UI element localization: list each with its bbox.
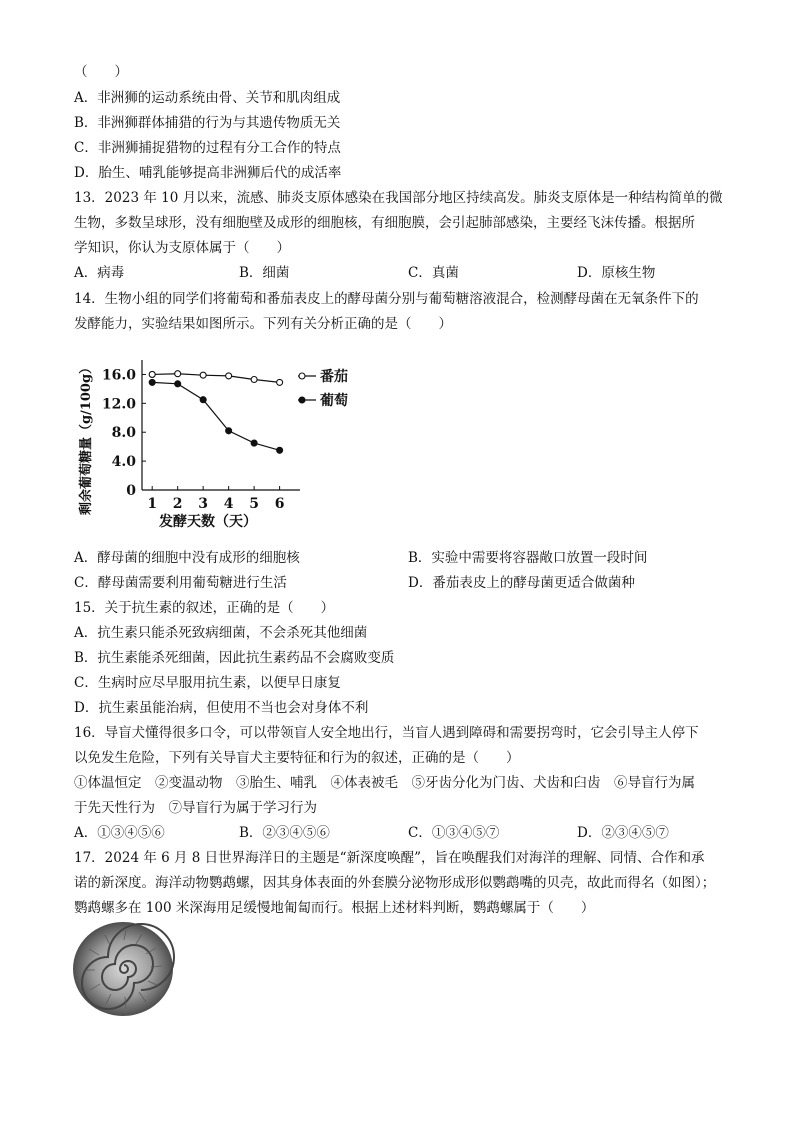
data-point bbox=[149, 371, 155, 377]
q13-stem-line-3: 学知识，你认为支原体属于（ ） bbox=[74, 240, 290, 256]
q14-option-c: C．酵母菌需要利用葡萄糖进行生活 bbox=[74, 575, 287, 591]
data-point bbox=[226, 373, 232, 379]
q12-stem-tail: （ ） bbox=[74, 64, 128, 80]
q14-stem-line-2: 发酵能力，实验结果如图所示。下列有关分析正确的是（ ） bbox=[74, 316, 452, 332]
q16-stem-line-1: 16．导盲犬懂得很多口令，可以带领盲人安全地出行，当盲人遇到障碍和需要拐弯时，它会引导主人停下 bbox=[74, 725, 699, 741]
q16-option-b: B．②③④⑤⑥ bbox=[239, 825, 330, 841]
legend-label: 番茄 bbox=[320, 369, 348, 385]
q12-option-c: C．非洲狮捕捉猎物的过程有分工合作的特点 bbox=[74, 140, 341, 156]
x-tick-label: 5 bbox=[249, 496, 260, 512]
y-tick-label: 8.0 bbox=[111, 425, 136, 442]
q16-option-d: D．②③④⑤⑦ bbox=[577, 825, 669, 841]
data-point bbox=[149, 379, 155, 385]
q14-stem-line-1: 14．生物小组的同学们将葡萄和番茄表皮上的酵母菌分别与葡萄糖溶液混合，检测酵母菌在无氧条件下的 bbox=[74, 291, 699, 307]
x-tick-label: 1 bbox=[147, 496, 158, 512]
q12-option-d: D．胎生、哺乳能够提高非洲狮后代的成活率 bbox=[74, 165, 342, 181]
q13-option-a: A．病毒 bbox=[74, 265, 125, 281]
chart-x-axis-label: 发酵天数（天） bbox=[159, 514, 257, 530]
x-tick-label: 4 bbox=[223, 496, 234, 512]
q16-stem-line-2: 以免发生危险，下列有关导盲犬主要特征和行为的叙述，正确的是（ ） bbox=[74, 750, 520, 766]
q17-stem-line-3: 鹦鹉螺多在 100 米深海用足缓慢地匍匐而行。根据上述材料判断，鹦鹉螺属于（ ） bbox=[74, 900, 595, 916]
q15-option-b: B．抗生素能杀死细菌，因此抗生素药品不会腐败变质 bbox=[74, 650, 395, 666]
q15-stem: 15．关于抗生素的叙述，正确的是（ ） bbox=[74, 600, 335, 616]
data-point bbox=[175, 381, 181, 387]
q13-option-d: D．原核生物 bbox=[577, 265, 656, 281]
q12-option-b: B．非洲狮群体捕猎的行为与其遗传物质无关 bbox=[74, 115, 341, 131]
data-point bbox=[277, 447, 283, 453]
data-point bbox=[175, 371, 181, 377]
q14-option-d: D．番茄表皮上的酵母菌更适合做菌种 bbox=[408, 575, 635, 591]
y-tick-label: 12.0 bbox=[101, 396, 136, 413]
q15-option-d: D．抗生素虽能治病，但使用不当也会对身体不利 bbox=[74, 700, 369, 716]
chart-axes bbox=[142, 360, 300, 490]
data-point bbox=[277, 379, 283, 385]
fermentation-line-chart bbox=[70, 350, 370, 540]
y-tick-label: 0 bbox=[126, 483, 136, 499]
q16-stem-line-4: 于先天性行为 ⑦导盲行为属于学习行为 bbox=[74, 800, 317, 816]
q15-option-c: C．生病时应尽早服用抗生素，以便早日康复 bbox=[74, 675, 341, 691]
x-tick-label: 2 bbox=[172, 496, 183, 512]
y-tick-label: 16.0 bbox=[101, 367, 136, 384]
q17-stem-line-2: 诺的新深度。海洋动物鹦鹉螺，因其身体表面的外套膜分泌物形成形似鹦鹉嘴的贝壳，故此而得名（如图）； bbox=[74, 875, 716, 891]
chart-y-axis-label: 剩余葡萄糖量（g/100g） bbox=[79, 360, 94, 516]
x-tick-label: 6 bbox=[274, 496, 285, 512]
q13-option-c: C．真菌 bbox=[408, 265, 459, 281]
legend-label: 葡萄 bbox=[320, 393, 348, 409]
q12-option-a: A．非洲狮的运动系统由骨、关节和肌肉组成 bbox=[74, 90, 341, 106]
q17-stem-line-1: 17．2024 年 6 月 8 日世界海洋日的主题是“新深度唤醒”，旨在唤醒我们对海洋的理解、同情、合作和承 bbox=[74, 850, 705, 866]
legend-marker bbox=[299, 397, 305, 403]
q13-stem-line-2: 生物，多数呈球形，没有细胞壁及成形的细胞核，有细胞膜，会引起肺部感染，主要经飞沫传播。根据所 bbox=[74, 215, 695, 231]
q16-option-c: C．①③④⑤⑦ bbox=[408, 825, 500, 841]
series-line-2 bbox=[152, 382, 279, 450]
series-line-1 bbox=[152, 374, 279, 383]
q16-stem-line-3: ①体温恒定 ②变温动物 ③胎生、哺乳 ④体表被毛 ⑤牙齿分化为门齿、犬齿和臼齿 ⑥导盲行为属 bbox=[74, 775, 695, 791]
x-tick-label: 3 bbox=[198, 496, 209, 512]
q15-option-a: A．抗生素只能杀死致病细菌，不会杀死其他细菌 bbox=[74, 625, 368, 641]
q13-stem-line-1: 13．2023 年 10 月以来，流感、肺炎支原体感染在我国部分地区持续高发。肺炎支原体是一种结构简单的微 bbox=[74, 190, 723, 206]
legend-marker bbox=[299, 373, 305, 379]
q14-option-b: B．实验中需要将容器敞口放置一段时间 bbox=[408, 550, 648, 566]
q16-option-a: A．①③④⑤⑥ bbox=[74, 825, 165, 841]
data-point bbox=[200, 397, 206, 403]
nautilus-shell-photo bbox=[72, 920, 176, 1018]
q14-option-a: A．酵母菌的细胞中没有成形的细胞核 bbox=[74, 550, 300, 566]
y-tick-label: 4.0 bbox=[111, 454, 136, 471]
q13-option-b: B．细菌 bbox=[239, 265, 290, 281]
data-point bbox=[226, 428, 232, 434]
data-point bbox=[200, 372, 206, 378]
data-point bbox=[251, 377, 257, 383]
data-point bbox=[251, 440, 257, 446]
chart-series bbox=[149, 371, 282, 454]
chart-legend bbox=[298, 368, 348, 409]
